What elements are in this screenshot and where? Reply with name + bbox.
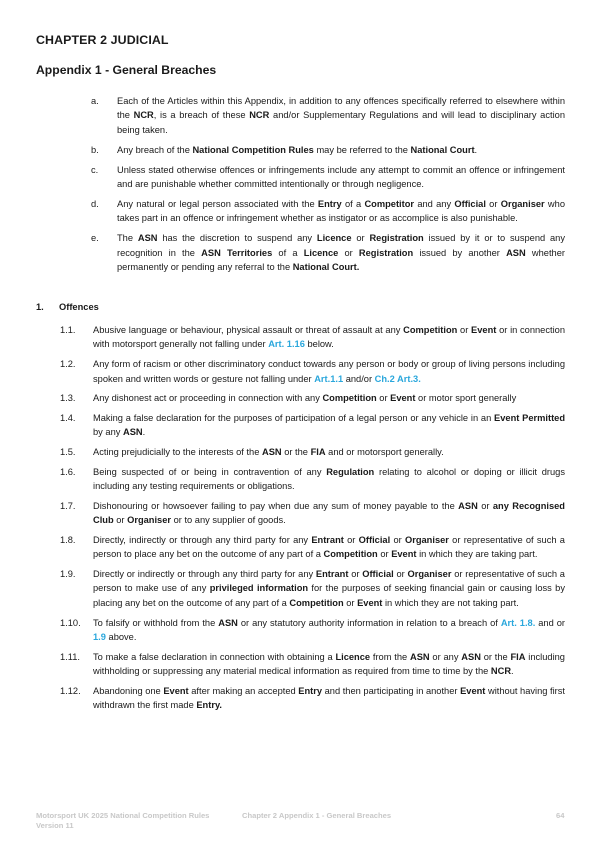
intro-item-label: e. <box>91 233 99 244</box>
bold-term: Event <box>357 597 383 608</box>
text-segment: and or <box>535 617 565 628</box>
text-segment: Unless stated otherwise offences or infringements include any attempt to commit an offence or infringement and are punishable whether committed intentionally or through negligence. <box>117 164 565 190</box>
bold-term: Official <box>362 569 394 580</box>
text-segment: or to any supplier of goods. <box>171 515 286 526</box>
text-segment: or <box>485 198 501 209</box>
text-segment: may be referred to the <box>313 144 411 155</box>
text-segment: . <box>511 666 514 677</box>
text-segment: or <box>338 247 359 258</box>
text-segment: . <box>142 427 146 438</box>
text-segment: and or motorsport generally. <box>325 447 444 458</box>
offence-item <box>60 357 565 386</box>
article-reference-link[interactable]: Ch.2 Art.3. <box>374 373 421 384</box>
section-number: 1. <box>36 302 44 312</box>
offence-item <box>60 411 565 440</box>
bold-term: Organiser <box>407 569 452 580</box>
text-segment: in which they are taking part. <box>416 549 538 560</box>
text-segment: from the <box>370 651 410 662</box>
offence-item-label: 1.5. <box>60 447 76 458</box>
text-segment: without having first withdrawn the first made <box>93 685 566 711</box>
offence-item-label: 1.10. <box>60 617 81 628</box>
bold-term: Competition <box>323 549 378 560</box>
text-segment: has the discretion to suspend any <box>157 233 317 244</box>
text-segment: below. <box>304 339 334 350</box>
offence-item-text <box>93 445 565 459</box>
intro-item-text <box>117 143 565 157</box>
text-segment: Acting prejudicially to the interests of the <box>93 447 262 458</box>
section-heading <box>36 302 99 312</box>
bold-term: Event <box>471 325 497 335</box>
text-segment: above. <box>105 631 137 642</box>
text-segment: of a <box>341 198 365 209</box>
text-segment: To make a false declaration in connection with obtaining a <box>93 651 336 662</box>
intro-item-label: b. <box>91 144 99 155</box>
footer-publication: Motorsport UK 2025 National Competition Rules <box>36 811 210 820</box>
text-segment: or representative of such a person to place any bet on the outcome of any part of a <box>93 534 565 560</box>
intro-item-label: c. <box>91 164 99 175</box>
offence-item-text <box>93 411 565 440</box>
offence-item-label: 1.7. <box>60 500 76 511</box>
bold-term: Registration <box>358 247 414 258</box>
footer-section: Chapter 2 Appendix 1 - General Breaches <box>242 811 392 820</box>
offence-item-label: 1.6. <box>60 466 76 477</box>
article-reference-link[interactable]: Art. 1.16 <box>268 339 305 350</box>
bold-term: Entrant <box>315 569 349 580</box>
offence-item-text <box>93 650 565 679</box>
text-segment: or <box>376 393 391 404</box>
article-reference-link[interactable]: 1.9 <box>93 631 106 642</box>
bold-term: Licence <box>303 247 339 258</box>
text-segment: or any <box>429 651 462 662</box>
bold-term: NCR <box>490 666 512 677</box>
article-reference-link[interactable]: Art. 1.8. <box>500 617 536 628</box>
intro-item-label: d. <box>91 198 99 209</box>
text-segment: or <box>351 233 370 244</box>
bold-term: Entrant <box>311 534 344 545</box>
bold-term: National Court <box>410 144 475 155</box>
bold-term: Entry <box>317 198 342 209</box>
text-segment: Directly or indirectly or through any third party for any <box>93 569 316 580</box>
text-segment: or representative of such a person to make use of any <box>93 569 565 594</box>
offence-item <box>60 499 565 528</box>
bold-term: Event <box>390 393 416 404</box>
text-segment: including withholding or suppressing any material medical information as required from time to time by the <box>93 651 565 677</box>
bold-term: FIA <box>310 447 326 458</box>
bold-term: Organiser <box>404 534 449 545</box>
text-segment: and any <box>414 198 455 209</box>
offence-item-text <box>93 533 565 562</box>
offence-item-text <box>93 323 565 352</box>
offence-item-label: 1.8. <box>60 534 76 545</box>
offence-item <box>60 650 565 679</box>
bold-term: ASN <box>218 617 238 628</box>
text-segment: issued by it or to suspend any recognition in the <box>117 233 565 258</box>
intro-item-text <box>117 197 565 226</box>
text-segment: Any breach of the <box>117 144 193 155</box>
offence-item <box>60 616 565 645</box>
text-segment: for the purposes of seeking financial gain or causing loss by placing any bet on the outcome of any part of a <box>93 583 565 608</box>
footer-version: Version 11 <box>36 821 74 830</box>
offence-item-label: 1.9. <box>60 569 76 580</box>
text-segment: or <box>343 534 359 545</box>
bold-term: Organiser <box>500 198 545 209</box>
intro-item-text <box>117 163 565 192</box>
text-segment: of a <box>272 247 304 258</box>
text-segment: or <box>113 515 128 526</box>
text-segment: or <box>377 549 392 560</box>
text-segment: or any statutory authority information in relation to a breach of <box>237 617 501 628</box>
text-segment: Each of the Articles within this Appendix, in addition to any offences specifically referred to elsewhere within the <box>117 96 565 121</box>
bold-term: Entry <box>298 685 323 696</box>
footer-page-number: 64 <box>556 811 565 820</box>
bold-term: Official <box>454 198 486 209</box>
offence-item-label: 1.1. <box>60 325 76 335</box>
text-segment: The <box>117 233 138 244</box>
bold-term: ASN <box>261 447 282 458</box>
bold-term: Event Permitted <box>494 412 566 423</box>
bold-term: NCR <box>249 110 270 121</box>
intro-item <box>93 231 565 274</box>
bold-term: Licence <box>316 233 352 244</box>
offence-item-text <box>93 357 565 386</box>
bold-term: any Recognised Club <box>93 500 565 526</box>
bold-term: National Court. <box>292 262 360 273</box>
text-segment: Being suspected of or being in contravention of any <box>93 466 327 477</box>
bold-term: Licence <box>335 651 371 662</box>
bold-term: ASN <box>458 500 478 511</box>
offence-item-label: 1.4. <box>60 412 76 423</box>
appendix-title: Appendix 1 - General Breaches <box>36 63 217 77</box>
bold-term: Event <box>391 549 417 560</box>
bold-term: NCR <box>133 110 154 121</box>
text-segment: Dishonouring or howsoever failing to pay when due any sum of money payable to the <box>93 500 459 511</box>
text-segment: or <box>477 500 493 511</box>
text-segment: or in connection with motorsport generally not falling under <box>93 325 565 350</box>
text-segment: and/or Supplementary Regulations and will lead to disciplinary action being taken. <box>117 110 565 135</box>
offence-item-label: 1.3. <box>60 393 76 404</box>
article-reference-link[interactable]: Art.1.1 <box>314 373 344 384</box>
offence-item-label: 1.11. <box>60 651 80 662</box>
text-segment: relating to alcohol or doping or illicit drugs including any testing requirements or obligations. <box>93 466 565 492</box>
bold-term: Entry. <box>196 700 223 711</box>
intro-item-text <box>117 94 565 137</box>
text-segment: issued by another <box>413 247 507 258</box>
bold-term: Event <box>460 685 486 696</box>
bold-term: Competitor <box>364 198 415 209</box>
text-segment: and/or <box>343 373 375 384</box>
text-segment: Any natural or legal person associated with the <box>117 198 318 209</box>
footer-left <box>36 811 209 831</box>
text-segment: or <box>393 569 408 580</box>
offence-item <box>60 684 565 713</box>
bold-term: privileged information <box>209 583 309 594</box>
text-segment: whether permanently or pending any referral to the <box>117 247 565 273</box>
offence-item <box>60 323 565 352</box>
chapter-title: CHAPTER 2 JUDICIAL <box>36 33 169 47</box>
bold-term: ASN <box>409 651 430 662</box>
section-title: Offences <box>59 302 99 312</box>
text-segment: in which they are not taking part. <box>382 597 519 608</box>
bold-term: Competition <box>322 393 377 404</box>
offence-item-text <box>93 391 565 405</box>
offence-item <box>60 567 565 610</box>
bold-term: ASN <box>506 247 526 258</box>
offence-item-text <box>93 616 565 645</box>
text-segment: To falsify or withhold from the <box>93 617 219 628</box>
bold-term: Competition <box>403 325 458 335</box>
offence-item-label: 1.2. <box>60 359 76 370</box>
offence-item-text <box>93 684 565 713</box>
text-segment: Abandoning one <box>93 685 164 696</box>
bold-term: Official <box>358 534 391 545</box>
bold-term: Regulation <box>326 466 375 477</box>
text-segment: by any <box>93 427 123 438</box>
text-segment: or <box>457 325 472 335</box>
offence-item <box>60 533 565 562</box>
bold-term: Competition <box>289 597 344 608</box>
offence-item-label: 1.12. <box>60 685 81 696</box>
offence-list <box>60 323 565 718</box>
text-segment: Directly, indirectly or through any third party for any <box>93 534 312 545</box>
text-segment: , is a breach of these <box>153 110 250 121</box>
bold-term: ASN <box>122 427 143 438</box>
intro-item <box>93 163 565 192</box>
bold-term: Event <box>163 685 189 696</box>
intro-item <box>93 143 565 157</box>
offence-item-text <box>93 567 565 610</box>
bold-term: Organiser <box>127 515 172 526</box>
offence-item-text <box>93 499 565 528</box>
bold-term: FIA <box>510 651 526 662</box>
intro-item <box>93 94 565 137</box>
offence-item <box>60 391 565 405</box>
text-segment: or <box>343 597 358 608</box>
text-segment: or <box>348 569 363 580</box>
text-segment: or <box>390 534 405 545</box>
text-segment: or the <box>281 447 311 458</box>
text-segment: and then participating in another <box>322 685 461 696</box>
intro-item-label: a. <box>91 96 99 106</box>
bold-term: ASN <box>137 233 158 244</box>
text-segment: Any form of racism or other discriminatory conduct towards any person or body or group of living persons including spoken and written words or gesture not falling under <box>93 359 565 384</box>
text-segment: or motor sport generally <box>415 393 517 404</box>
offence-item-text <box>93 465 565 494</box>
intro-item <box>93 197 565 226</box>
text-segment: . <box>474 144 478 155</box>
text-segment: after making an accepted <box>188 685 299 696</box>
bold-term: National Competition Rules <box>192 144 314 155</box>
text-segment: Making a false declaration for the purposes of participation of a legal person or any vehicle in an <box>93 412 495 423</box>
text-segment: or the <box>480 651 511 662</box>
intro-list <box>93 94 565 280</box>
text-segment: Any dishonest act or proceeding in connection with any <box>93 393 323 404</box>
offence-item <box>60 445 565 459</box>
bold-term: ASN <box>461 651 481 662</box>
intro-item-text <box>117 231 565 274</box>
text-segment: Abusive language or behaviour, physical assault or threat of assault at any <box>93 325 404 335</box>
bold-term: Registration <box>369 233 424 244</box>
bold-term: ASN Territories <box>201 247 273 258</box>
text-segment: who takes part in an offence or infringement whether as instigator or as accomplice is also punishable. <box>117 198 565 224</box>
offence-item <box>60 465 565 494</box>
